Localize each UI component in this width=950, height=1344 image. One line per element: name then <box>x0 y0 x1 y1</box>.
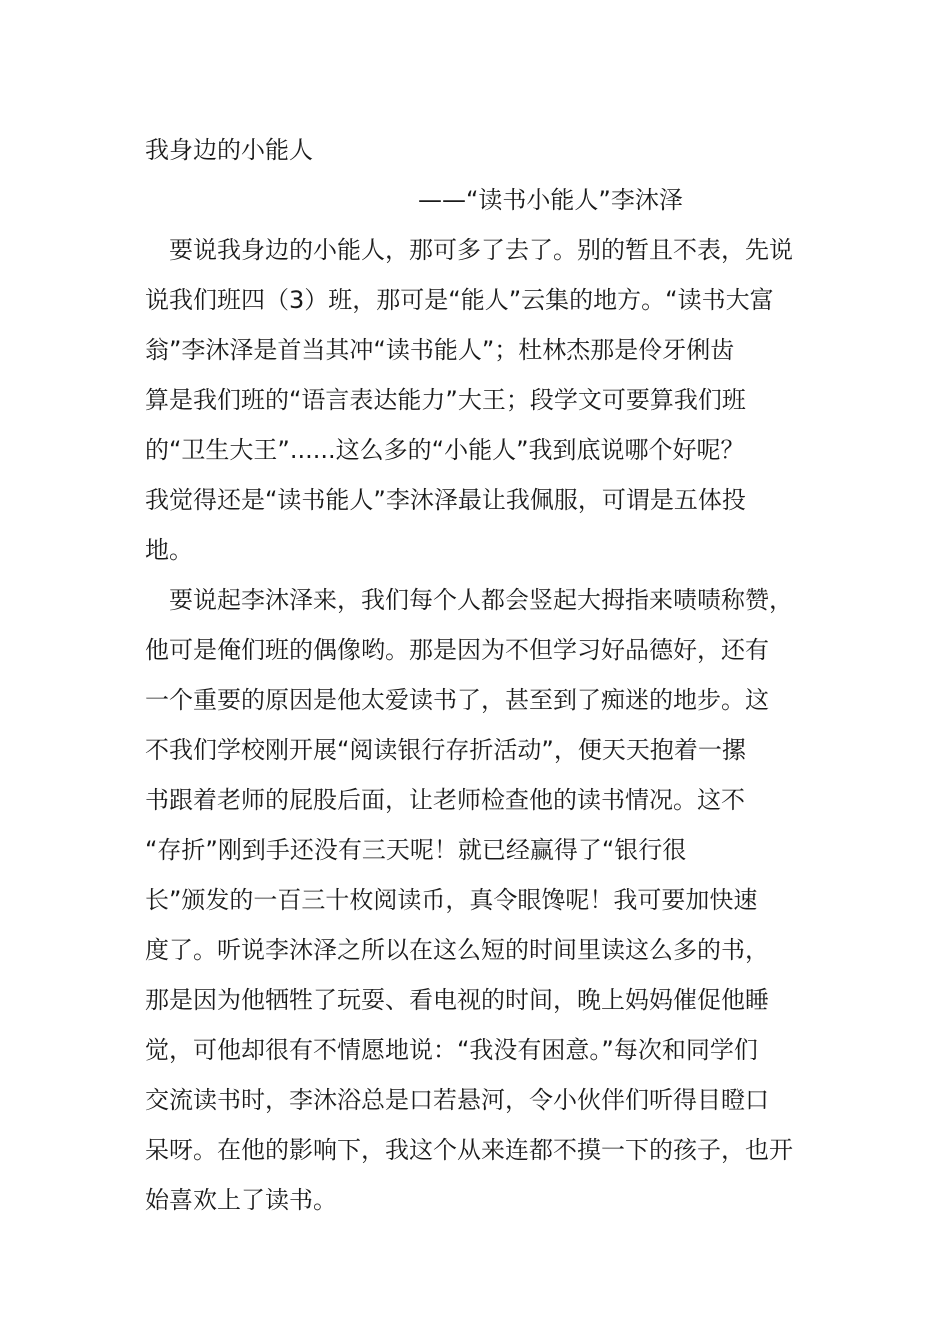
document-byline: ——“读书小能人”李沐泽 <box>418 186 683 214</box>
paragraph-line: 我觉得还是“读书能人”李沐泽最让我佩服，可谓是五体投 <box>145 486 746 514</box>
paragraph-line: 翁”李沐泽是首当其冲“读书能人”；杜林杰那是伶牙俐齿 <box>145 336 735 364</box>
paragraph-line: 一个重要的原因是他太爱读书了，甚至到了痴迷的地步。这 <box>145 686 769 714</box>
paragraph-line: 算是我们班的“语言表达能力”大王；段学文可要算我们班 <box>145 386 746 414</box>
paragraph-line: 他可是俺们班的偶像哟。那是因为不但学习好品德好，还有 <box>145 636 769 664</box>
paragraph-line: 地。 <box>145 536 193 564</box>
paragraph-line: 书跟着老师的屁股后面，让老师检查他的读书情况。这不 <box>145 786 745 814</box>
paragraph-line: 始喜欢上了读书。 <box>145 1186 337 1214</box>
document-title: 我身边的小能人 <box>145 136 313 164</box>
paragraph-line: 不我们学校刚开展“阅读银行存折活动”，便天天抱着一摞 <box>145 736 746 764</box>
paragraph-line: 那是因为他牺牲了玩耍、看电视的时间，晚上妈妈催促他睡 <box>145 986 769 1014</box>
paragraph-line: “存折”刚到手还没有三天呢！就已经赢得了“银行很 <box>145 836 687 864</box>
paragraph-line: 要说我身边的小能人，那可多了去了。别的暂且不表，先说 <box>145 236 793 264</box>
paragraph-line: 的“卫生大王”......这么多的“小能人”我到底说哪个好呢？ <box>145 436 745 464</box>
paragraph-line: 呆呀。在他的影响下，我这个从来连都不摸一下的孩子，也开 <box>145 1136 793 1164</box>
paragraph-line: 度了。听说李沐泽之所以在这么短的时间里读这么多的书， <box>145 936 769 964</box>
paragraph-line: 交流读书时，李沐浴总是口若悬河，令小伙伴们听得目瞪口 <box>145 1086 769 1114</box>
paragraph-line: 长”颁发的一百三十枚阅读币，真令眼馋呢！我可要加快速 <box>145 886 758 914</box>
paragraph-line: 觉，可他却很有不情愿地说：“我没有困意。”每次和同学们 <box>145 1036 758 1064</box>
paragraph-line: 要说起李沐泽来，我们每个人都会竖起大拇指来啧啧称赞， <box>145 586 793 614</box>
paragraph-line: 说我们班四（3）班，那可是“能人”云集的地方。“读书大富 <box>145 286 774 314</box>
